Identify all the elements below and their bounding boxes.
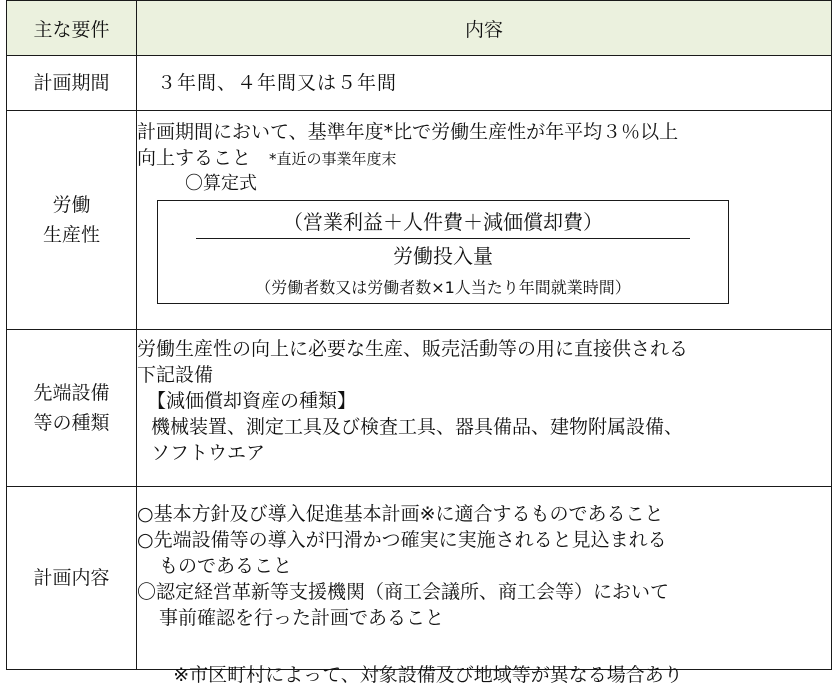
equipment-types-content xyxy=(137,330,832,487)
label-line: 労働 xyxy=(52,194,91,216)
content-line xyxy=(137,145,831,172)
content-line: 労働生産性の向上に必要な生産、販売活動等の用に直接供される xyxy=(137,338,689,360)
requirements-table xyxy=(6,0,832,670)
formula-denominator: 労働投入量 xyxy=(393,244,493,268)
row-label-labor-productivity xyxy=(7,111,137,330)
labor-productivity-content xyxy=(137,111,832,330)
content-line: 〇認定経営革新等支援機関（商工会議所、商工会等）において xyxy=(137,581,670,603)
footnote-asterisk: *直近の事業年度末 xyxy=(269,150,397,168)
content-text: 向上すること xyxy=(137,147,252,169)
content-line: 事前確認を行った計画であること xyxy=(159,607,445,629)
content-line: 機械装置、測定工具及び検査工具、器具備品、建物附属設備、 xyxy=(151,416,684,438)
page-footnote: ※市区町村によって、対象設備及び地域等が異なる場合あり xyxy=(173,664,683,686)
table-header-row xyxy=(7,1,832,56)
content-line: 計画期間において、基準年度*比で労働生産性が年平均３％以上 xyxy=(137,121,679,143)
label-line: 等の種類 xyxy=(33,412,110,434)
label-line: 先端設備 xyxy=(33,382,110,404)
table-row xyxy=(7,111,832,330)
fraction-divider xyxy=(196,238,690,239)
label-line: 生産性 xyxy=(42,224,100,246)
table-row xyxy=(7,330,832,487)
plan-period-content: ３年間、４年間又は５年間 xyxy=(137,56,832,111)
header-requirements: 主な要件 xyxy=(7,1,137,56)
row-label-equipment-types xyxy=(7,330,137,487)
formula-box xyxy=(157,200,729,304)
row-label-plan-content: 計画内容 xyxy=(7,487,137,670)
formula-denominator-note: （労働者数又は労働者数×1人当たり年間就業時間） xyxy=(255,278,631,297)
header-content: 内容 xyxy=(137,1,832,56)
table-row xyxy=(7,56,832,111)
table-row xyxy=(7,487,832,670)
plan-content xyxy=(137,487,832,670)
content-line: ソフトウエア xyxy=(151,442,266,464)
formula-numerator: （営業利益＋人件費＋減価償却費） xyxy=(283,210,603,234)
content-line: ものであること xyxy=(159,555,293,577)
formula-label: 〇算定式 xyxy=(185,173,257,194)
content-line: 【減価償却資産の種類】 xyxy=(147,390,357,412)
row-label-plan-period: 計画期間 xyxy=(7,56,137,111)
content-line: ○先端設備等の導入が円滑かつ確実に実施されると見込まれる xyxy=(137,529,667,551)
content-line: 下記設備 xyxy=(137,364,214,386)
content-line: ○基本方針及び導入促進基本計画※に適合するものであること xyxy=(137,503,664,525)
